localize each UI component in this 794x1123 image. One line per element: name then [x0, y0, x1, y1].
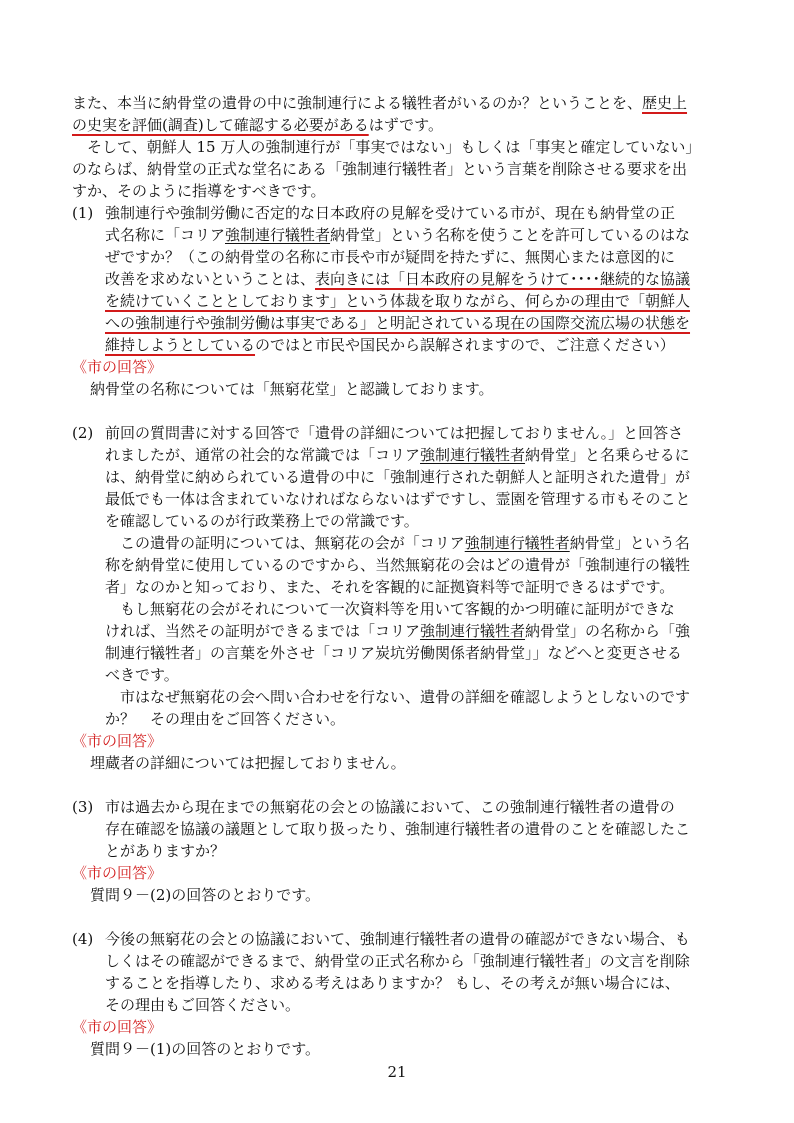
underline: 強制連行犠牲者: [225, 226, 331, 244]
q4-line-3: することを指導したり、求める考えはありますか？ もし、その考えが無い場合には、: [105, 974, 680, 992]
red-underline: 歴史上: [642, 94, 688, 112]
q2-line-8: 者」なのかと知っており、また、それを客観的に証拠資料等で証明できるはずです。: [105, 578, 675, 596]
intro-line-1: また、本当に納骨堂の遺骨の中に強制連行による犠牲者がいるのか？ということを、歴史上: [72, 94, 688, 112]
q2-line-2: れましたが、通常の社会的な常識では「コリア強制連行犠牲者納骨堂」と名乗らせるに: [105, 446, 690, 464]
intro-line-3: そして、朝鮮人 15 万人の強制連行が「事実ではない」もしくは「事実と確定していない」: [72, 138, 701, 156]
q2-line-6: この遺骨の証明については、無窮花の会が「コリア強制連行犠牲者納骨堂」という名: [105, 534, 690, 552]
q4-line-2: しくはその確認ができるまで、納骨堂の正式名称から「強制連行犠牲者」の文言を削除: [105, 952, 690, 970]
red-underline: 表向きには「日本政府の見解をうけて････継続的な協議: [315, 270, 691, 288]
q1-number: (1): [72, 204, 94, 222]
q2-line-1: 前回の質問書に対する回答で「遺骨の詳細については把握しておりません。」と回答さ: [105, 424, 684, 442]
q2-number: (2): [72, 424, 94, 442]
q3-number: (3): [72, 798, 94, 816]
q1-line-5: [105, 290, 690, 312]
page-number: 21: [387, 1063, 407, 1081]
q2-answer-label: 《市の回答》: [72, 732, 163, 750]
q2-line-7: 称を納骨堂に使用しているのですから、当然無窮花の会はどの遺骨が「強制連行の犠牲: [105, 556, 691, 574]
q4-answer-label: 《市の回答》: [72, 1018, 163, 1036]
red-underline: を続けていくこととしております」という体裁を取りながら、何らかの理由で「朝鮮人: [105, 292, 691, 310]
q2-line-11: 制連行犠牲者」の言葉を外させ「コリア炭坑労働関係者納骨堂」」などへと変更させる: [105, 644, 682, 662]
q3-answer-label: 《市の回答》: [72, 864, 163, 882]
q1-line-2: 式名称に「コリア強制連行犠牲者納骨堂」という名称を使うことを許可しているのはな: [105, 226, 691, 244]
q2-line-9: もし無窮花の会がそれについて一次資料等を用いて客観的かつ明確に証明ができな: [105, 600, 675, 618]
q1-line-1: 強制連行や強制労働に否定的な日本政府の見解を受けている市が、現在も納骨堂の正: [105, 204, 676, 222]
intro-line-4: のならば、納骨堂の正式な堂名にある「強制連行犠牲者」という言葉を削除させる要求を出: [72, 160, 688, 178]
q2-line-10: ければ、当然その証明ができるまでは「コリア強制連行犠牲者納骨堂」の名称から「強: [105, 622, 691, 640]
underline: 強制連行犠牲者: [464, 534, 570, 552]
q2-answer: 埋蔵者の詳細については把握しておりません。: [90, 754, 406, 772]
underline: 強制連行犠牲者: [420, 446, 526, 464]
q1-answer-label: 《市の回答》: [72, 358, 163, 376]
q4-answer: 質問９－(1)の回答のとおりです。: [90, 1040, 321, 1058]
red-underline: への強制連行や強制労働は事実である」と明記されている現在の国際交流広場の状態を: [105, 314, 691, 332]
q2-line-4: 最低でも一体は含まれていなければならないはずですし、霊園を管理する市もそのこと: [105, 490, 691, 508]
q1-line-4: 改善を求めないということは、表向きには「日本政府の見解をうけて････継続的な協議: [105, 270, 691, 288]
q1-line-3: ぜですか？（この納骨堂の名称に市長や市が疑問を持たずに、無関心または意図的に: [105, 248, 676, 266]
q2-line-14: か？ その理由をご回答ください。: [105, 710, 346, 728]
q4-line-4: その理由もご回答ください。: [105, 996, 301, 1014]
q3-line-1: 市は過去から現在までの無窮花の会との協議において、この強制連行犠牲者の遺骨の: [105, 798, 675, 816]
underline: 強制連行犠牲者: [420, 622, 526, 640]
q1-line-6: [105, 312, 690, 334]
q2-line-12: べきです。: [105, 666, 179, 684]
q2-line-5: を確認しているのが行政業務上での常識です。: [105, 512, 419, 530]
q2-line-3: は、納骨堂に納められている遺骨の中に「強制連行された朝鮮人と証明された遺骨」が: [105, 468, 691, 486]
q1-line-7: 維持しようとしているのではと市民や国民から誤解されますので、ご注意ください）: [105, 336, 675, 354]
q3-line-2: 存在確認を協議の議題として取り扱ったり、強制連行犠牲者の遺骨のことを確認したこ: [105, 820, 691, 838]
q2-line-13: 市はなぜ無窮花の会へ問い合わせを行ない、遺骨の詳細を確認しようとしないのです: [105, 688, 691, 706]
q3-answer: 質問９－(2)の回答のとおりです。: [90, 886, 321, 904]
red-underline: 維持しようとしている: [105, 336, 256, 354]
intro-line-2: の史実を評価(調査)して確認する必要があるはずです。: [72, 116, 443, 134]
red-underline: の史実を評価(調査)して確認する必要がある: [72, 116, 369, 134]
intro-line-5: すか、そのように指導をすべきです。: [72, 182, 326, 200]
q4-line-1: 今後の無窮花の会との協議において、強制連行犠牲者の遺骨の確認ができない場合、も: [105, 930, 690, 948]
q3-line-3: とがありますか？: [105, 842, 226, 860]
q1-answer: 納骨堂の名称については「無窮花堂」と認識しております。: [90, 380, 494, 398]
q4-number: (4): [72, 930, 94, 948]
